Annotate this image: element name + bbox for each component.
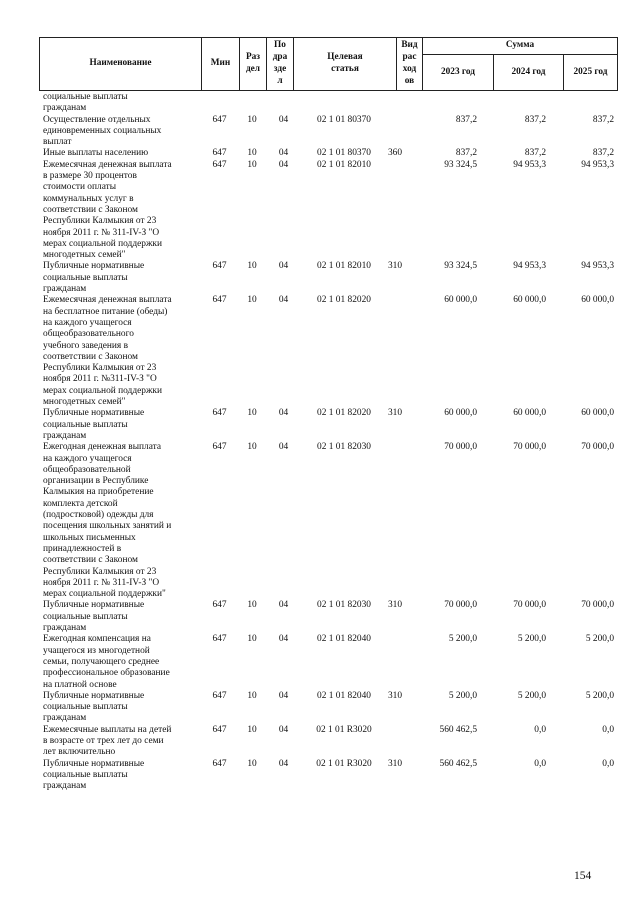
cell-razdel: 10: [247, 758, 257, 769]
cell-name: [43, 295, 199, 408]
cell-2024: 60 000,0: [513, 295, 546, 306]
cell-min: 647: [212, 148, 227, 159]
cell-name-line: учащегося из многодетной: [43, 645, 150, 656]
header-razdel: Раз дел: [240, 38, 267, 91]
cell-2024: 70 000,0: [513, 600, 546, 611]
cell-2025: 60 000,0: [581, 295, 614, 306]
cell-name-line: мерах социальной поддержки: [43, 238, 162, 249]
cell-2023: 60 000,0: [444, 295, 477, 306]
cell-2023: 837,2: [455, 148, 477, 159]
cell-2025: 70 000,0: [581, 442, 614, 453]
cell-name-line: посещения школьных занятий и: [43, 521, 172, 532]
cell-name-line: Публичные нормативные: [43, 690, 145, 701]
cell-name-line: общеобразовательного: [43, 329, 134, 340]
cell-celevaya: 02 1 01 82040: [317, 690, 371, 701]
cell-min: 647: [212, 634, 227, 645]
cell-min: 647: [212, 159, 227, 170]
cell-name-line: ноября 2011 г. №311-IV-З "О: [43, 374, 157, 385]
cell-2023: 5 200,0: [448, 634, 477, 645]
cell-name-line: Республики Калмыкия от 23: [43, 566, 157, 577]
cell-name-line: ноября 2011 г. № 311-IV-З "О: [43, 227, 160, 238]
cell-podrazdel: 04: [278, 724, 289, 735]
cell-name-line: соответствии с Законом: [43, 351, 138, 362]
header-year-2025: 2025 год: [564, 55, 618, 91]
cell-celevaya: 02 1 01 82030: [317, 600, 371, 611]
cell-name-line: социальные выплаты: [43, 92, 128, 102]
cell-razdel: 10: [247, 724, 257, 735]
cell-razdel: 10: [247, 261, 257, 272]
cell-name: [43, 600, 199, 634]
cell-2025: 94 953,3: [581, 159, 614, 170]
cell-name-line: Ежегодная компенсация на: [43, 634, 151, 645]
cell-name-line: социальные выплаты: [43, 419, 128, 430]
cell-celevaya: 02 1 01 82020: [317, 295, 371, 306]
cell-2025: 837,2: [592, 148, 614, 159]
cell-podrazdel: 04: [278, 408, 289, 419]
table-row: [0, 725, 640, 759]
table-row: [0, 148, 640, 159]
table-row: [0, 442, 640, 600]
cell-name: [43, 261, 199, 295]
cell-name-line: в возрасте от трех лет до семи: [43, 736, 164, 747]
cell-name: [43, 148, 199, 159]
cell-name-line: Республики Калмыкия от 23: [43, 363, 157, 374]
cell-celevaya: 02 1 01 82030: [317, 442, 371, 453]
cell-2023: 93 324,5: [444, 261, 477, 272]
cell-2024: 5 200,0: [517, 634, 546, 645]
cell-min: 647: [212, 600, 227, 611]
cell-name-line: Публичные нормативные: [43, 600, 145, 611]
cell-2025: 60 000,0: [581, 408, 614, 419]
cell-podrazdel: 04: [278, 442, 289, 453]
table-body: [0, 92, 640, 793]
cell-name-line: коммунальных услуг в: [43, 193, 134, 204]
cell-name-line: выплат: [43, 137, 72, 148]
cell-name-line: Ежемесячные выплаты на детей: [43, 724, 172, 735]
cell-razdel: 10: [247, 159, 257, 170]
cell-name-line: Ежегодная денежная выплата: [43, 442, 162, 453]
cell-2024: 70 000,0: [513, 442, 546, 453]
cell-2023: 70 000,0: [444, 442, 477, 453]
cell-name: [43, 691, 199, 725]
cell-razdel: 10: [247, 114, 257, 125]
cell-2024: 94 953,3: [513, 261, 546, 272]
cell-name-line: Осуществление отдельных: [43, 114, 151, 125]
cell-name-line: гражданам: [43, 623, 87, 634]
cell-name-line: социальные выплаты: [43, 611, 128, 622]
cell-name-line: организации в Республике: [43, 476, 149, 487]
cell-name-line: в размере 30 процентов: [43, 171, 137, 182]
cell-2024: 60 000,0: [513, 408, 546, 419]
cell-name-line: гражданам: [43, 103, 87, 114]
cell-name-line: социальные выплаты: [43, 702, 128, 713]
cell-vid: 310: [387, 261, 403, 272]
cell-2025: 837,2: [592, 114, 614, 125]
cell-name-line: Публичные нормативные: [43, 758, 145, 769]
header-celevaya: Целевая статья: [294, 38, 397, 91]
cell-name-line: Ежемесячная денежная выплата: [43, 295, 172, 306]
cell-name-line: социальные выплаты: [43, 769, 128, 780]
cell-2025: 5 200,0: [585, 634, 614, 645]
table-row: [0, 691, 640, 725]
cell-name-line: Ежемесячная денежная выплата: [43, 159, 172, 170]
cell-name-line: на платной основе: [43, 679, 117, 690]
cell-celevaya: 02 1 01 82010: [317, 159, 371, 170]
cell-name-line: школьных письменных: [43, 532, 136, 543]
cell-name-line: мерах социальной поддержки: [43, 385, 162, 396]
cell-podrazdel: 04: [278, 295, 289, 306]
cell-name-line: социальные выплаты: [43, 272, 128, 283]
cell-2025: 0,0: [602, 758, 614, 769]
header-year-2023: 2023 год: [423, 55, 494, 91]
cell-name-line: Публичные нормативные: [43, 408, 145, 419]
cell-2023: 5 200,0: [448, 690, 477, 701]
cell-podrazdel: 04: [278, 758, 289, 769]
cell-2023: 70 000,0: [444, 600, 477, 611]
cell-podrazdel: 04: [278, 600, 289, 611]
cell-razdel: 10: [247, 442, 257, 453]
cell-name-line: профессиональное образование: [43, 668, 170, 679]
cell-name-line: многодетных семей": [43, 397, 126, 408]
cell-name-line: стоимости оплаты: [43, 182, 117, 193]
cell-vid: 360: [387, 148, 403, 159]
cell-min: 647: [212, 295, 227, 306]
cell-name: [43, 759, 199, 793]
cell-name-line: на каждого учащегося: [43, 453, 132, 464]
header-min: Мин: [202, 38, 240, 91]
table-row: [0, 759, 640, 793]
cell-razdel: 10: [247, 408, 257, 419]
cell-vid: 310: [387, 758, 403, 769]
cell-razdel: 10: [247, 600, 257, 611]
cell-2023: 60 000,0: [444, 408, 477, 419]
cell-2024: 5 200,0: [517, 690, 546, 701]
table-row: [0, 115, 640, 149]
cell-podrazdel: 04: [278, 148, 289, 159]
cell-razdel: 10: [247, 634, 257, 645]
table-row: [0, 160, 640, 262]
cell-razdel: 10: [247, 295, 257, 306]
cell-podrazdel: 04: [278, 261, 289, 272]
cell-2023: 93 324,5: [444, 159, 477, 170]
header-name: Наименование: [40, 38, 202, 91]
cell-celevaya: 02 1 01 R3020: [316, 758, 372, 769]
cell-min: 647: [212, 114, 227, 125]
table-row: [0, 261, 640, 295]
cell-min: 647: [212, 690, 227, 701]
cell-podrazdel: 04: [278, 159, 289, 170]
cell-name-line: лет включительно: [43, 747, 116, 758]
cell-min: 647: [212, 724, 227, 735]
cell-name-line: на каждого учащегося: [43, 317, 132, 328]
cell-min: 647: [212, 408, 227, 419]
cell-2025: 70 000,0: [581, 600, 614, 611]
cell-name-line: общеобразовательной: [43, 464, 131, 475]
cell-2025: 0,0: [602, 724, 614, 735]
cell-name-line: Калмыкия на приобретение: [43, 487, 154, 498]
cell-name-line: Иные выплаты населению: [43, 148, 149, 159]
cell-podrazdel: 04: [278, 114, 289, 125]
cell-name-line: на бесплатное питание (обеды): [43, 306, 168, 317]
cell-celevaya: 02 1 01 R3020: [316, 724, 372, 735]
cell-celevaya: 02 1 01 82020: [317, 408, 371, 419]
cell-2023: 560 462,5: [439, 724, 477, 735]
cell-2023: 837,2: [455, 114, 477, 125]
cell-name-line: ноября 2011 г. № 311-IV-З "О: [43, 577, 160, 588]
cell-vid: 310: [387, 600, 403, 611]
cell-name: [43, 160, 199, 262]
table-row: [0, 600, 640, 634]
header-summa: Сумма: [423, 38, 618, 55]
cell-2024: 0,0: [534, 758, 546, 769]
cell-name-line: учебного заведения в: [43, 340, 129, 351]
cell-name-line: комплекта детской: [43, 498, 118, 509]
table-row: [0, 408, 640, 442]
cell-name: [43, 408, 199, 442]
cell-2024: 0,0: [534, 724, 546, 735]
cell-name: [43, 442, 199, 600]
cell-2025: 94 953,3: [581, 261, 614, 272]
cell-vid: 310: [387, 408, 403, 419]
cell-name-line: Республики Калмыкия от 23: [43, 216, 157, 227]
cell-name-line: соответствии с Законом: [43, 204, 138, 215]
cell-name-line: мерах социальной поддержки": [43, 589, 166, 600]
cell-celevaya: 02 1 01 82040: [317, 634, 371, 645]
cell-min: 647: [212, 442, 227, 453]
cell-min: 647: [212, 261, 227, 272]
cell-name-line: многодетных семей": [43, 250, 126, 261]
table-row: [0, 634, 640, 691]
header-podrazdel: По дра зде л: [267, 38, 294, 91]
cell-razdel: 10: [247, 148, 257, 159]
cell-name-line: гражданам: [43, 430, 87, 441]
cell-name-line: Публичные нормативные: [43, 261, 145, 272]
cell-name-line: соответствии с Законом: [43, 555, 138, 566]
cell-podrazdel: 04: [278, 690, 289, 701]
cell-name-line: (подростковой) одежды для: [43, 510, 154, 521]
cell-2025: 5 200,0: [585, 690, 614, 701]
header-year-2024: 2024 год: [494, 55, 564, 91]
cell-2024: 94 953,3: [513, 159, 546, 170]
cell-name: [43, 115, 199, 149]
cell-name: [43, 634, 199, 690]
header-vid: Вид рас ход ов: [397, 38, 423, 91]
cell-name-line: единовременных социальных: [43, 125, 162, 136]
cell-min: 647: [212, 758, 227, 769]
cell-name-line: гражданам: [43, 284, 87, 295]
page-number: 154: [574, 870, 592, 882]
cell-vid: 310: [387, 690, 403, 701]
cell-podrazdel: 04: [278, 634, 289, 645]
cell-celevaya: 02 1 01 80370: [317, 114, 371, 125]
cell-2024: 837,2: [524, 114, 546, 125]
cell-name-line: принадлежностей в: [43, 543, 122, 554]
cell-celevaya: 02 1 01 80370: [317, 148, 371, 159]
cell-celevaya: 02 1 01 82010: [317, 261, 371, 272]
table-header: [39, 37, 618, 91]
cell-name: [43, 725, 199, 759]
cell-2023: 560 462,5: [439, 758, 477, 769]
cell-name: [43, 92, 199, 115]
cell-razdel: 10: [247, 690, 257, 701]
cell-name-line: гражданам: [43, 713, 87, 724]
table-row: [0, 92, 640, 115]
cell-name-line: семьи, получающего среднее: [43, 656, 160, 667]
cell-name-line: гражданам: [43, 781, 87, 792]
cell-2024: 837,2: [524, 148, 546, 159]
table-row: [0, 295, 640, 408]
